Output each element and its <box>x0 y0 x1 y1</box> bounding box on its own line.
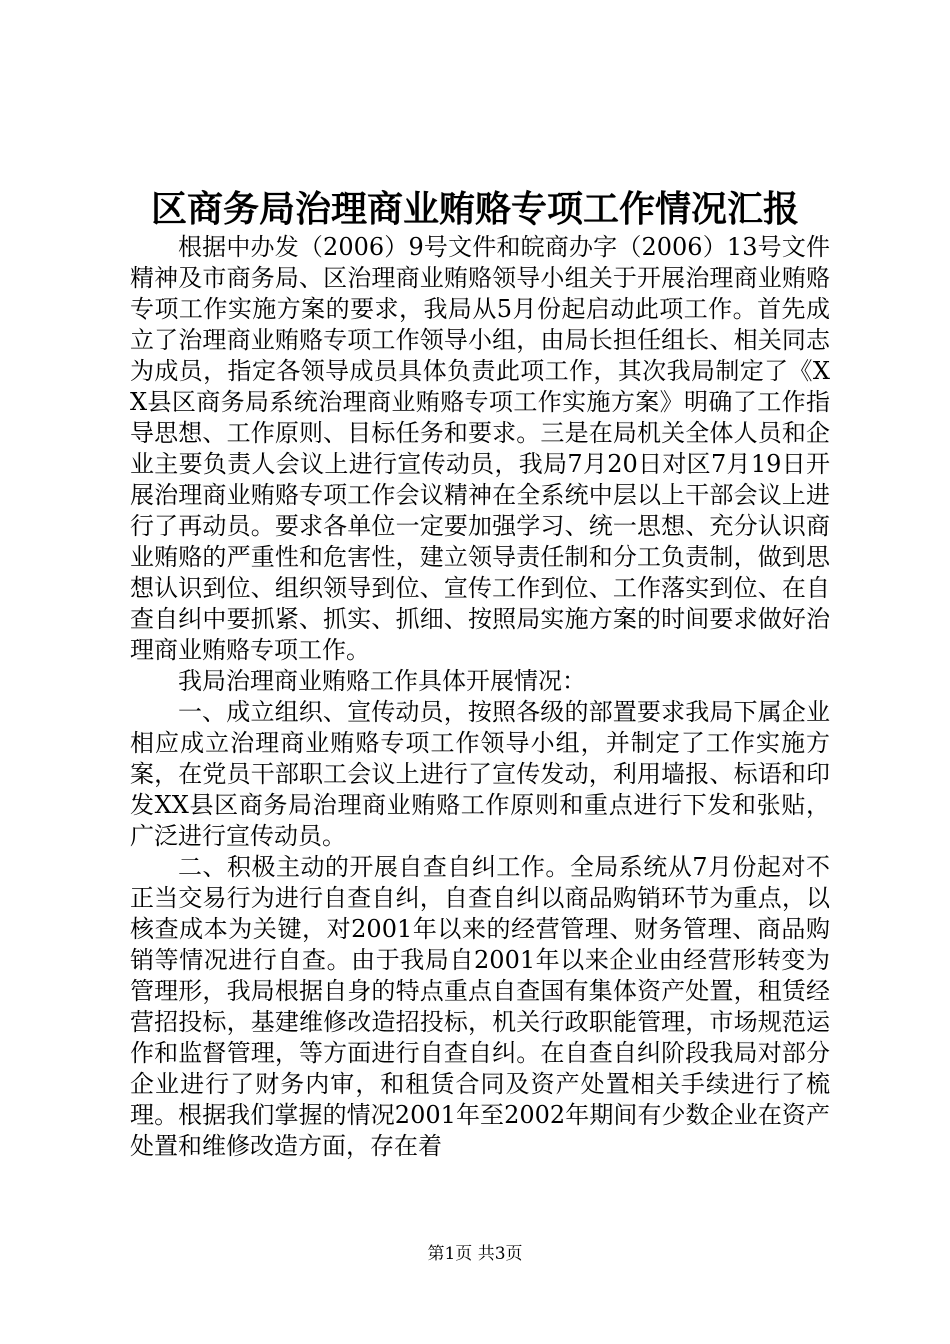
paragraph-section-one: 一、成立组织、宣传动员，按照各级的部置要求我局下属企业相应成立治理商业贿赂专项工作领导小组，并制定了工作实施方案，在党员干部职工会议上进行了宣传发动，利用墙报、标语和印发XX县区商务局治理商业贿赂工作原则和重点进行下发和张贴，广泛进行宣传动员。 <box>130 698 830 850</box>
paragraph-situation-heading: 我局治理商业贿赂工作具体开展情况： <box>178 667 586 695</box>
document-body <box>130 232 830 1162</box>
document-title: 区商务局治理商业贿赂专项工作情况汇报 <box>150 188 799 230</box>
paragraph-section-two: 二、积极主动的开展自查自纠工作。全局系统从7月份起对不正当交易行为进行自查自纠，自查自纠以商品购销环节为重点，以核查成本为关键，对2001年以来的经营管理、财务管理、商品购销等情况进行自查。由于我局自2001年以来企业由经营形转变为管理形，我局根据自身的特点重点自查国有集体资产处置，租赁经营招投标，基建维修改造招投标，机关行政职能管理，市场规范运作和监督管理，等方面进行自查自纠。在自查自纠阶段我局对部分企业进行了财务内审，和租赁合同及资产处置相关手续进行了梳理。根据我们掌握的情况2001年至2002年期间有少数企业在资产处置和维修改造方面，存在着 <box>130 853 830 1160</box>
paragraph-intro: 根据中办发（2006）9号文件和皖商办字（2006）13号文件精神及市商务局、区治理商业贿赂领导小组关于开展治理商业贿赂专项工作实施方案的要求，我局从5月份起启动此项工作。首先成立了治理商业贿赂专项工作领导小组，由局长担任组长、相关同志为成员，指定各领导成员具体负责此项工作，其次我局制定了《XX县区商务局系统治理商业贿赂专项工作实施方案》明确了工作指导思想、工作原则、目标任务和要求。三是在局机关全体人员和企业主要负责人会议上进行宣传动员，我局7月20日对区7月19日开展治理商业贿赂专项工作会议精神在全系统中层以上干部会议上进行了再动员。要求各单位一定要加强学习、统一思想、充分认识商业贿赂的严重性和危害性，建立领导责任制和分工负责制，做到思想认识到位、组织领导到位、宣传工作到位、工作落实到位、在自查自纠中要抓紧、抓实、抓细、按照局实施方案的时间要求做好治理商业贿赂专项工作。 <box>130 233 830 664</box>
page-number-footer: 第1页 共3页 <box>427 1244 523 1264</box>
